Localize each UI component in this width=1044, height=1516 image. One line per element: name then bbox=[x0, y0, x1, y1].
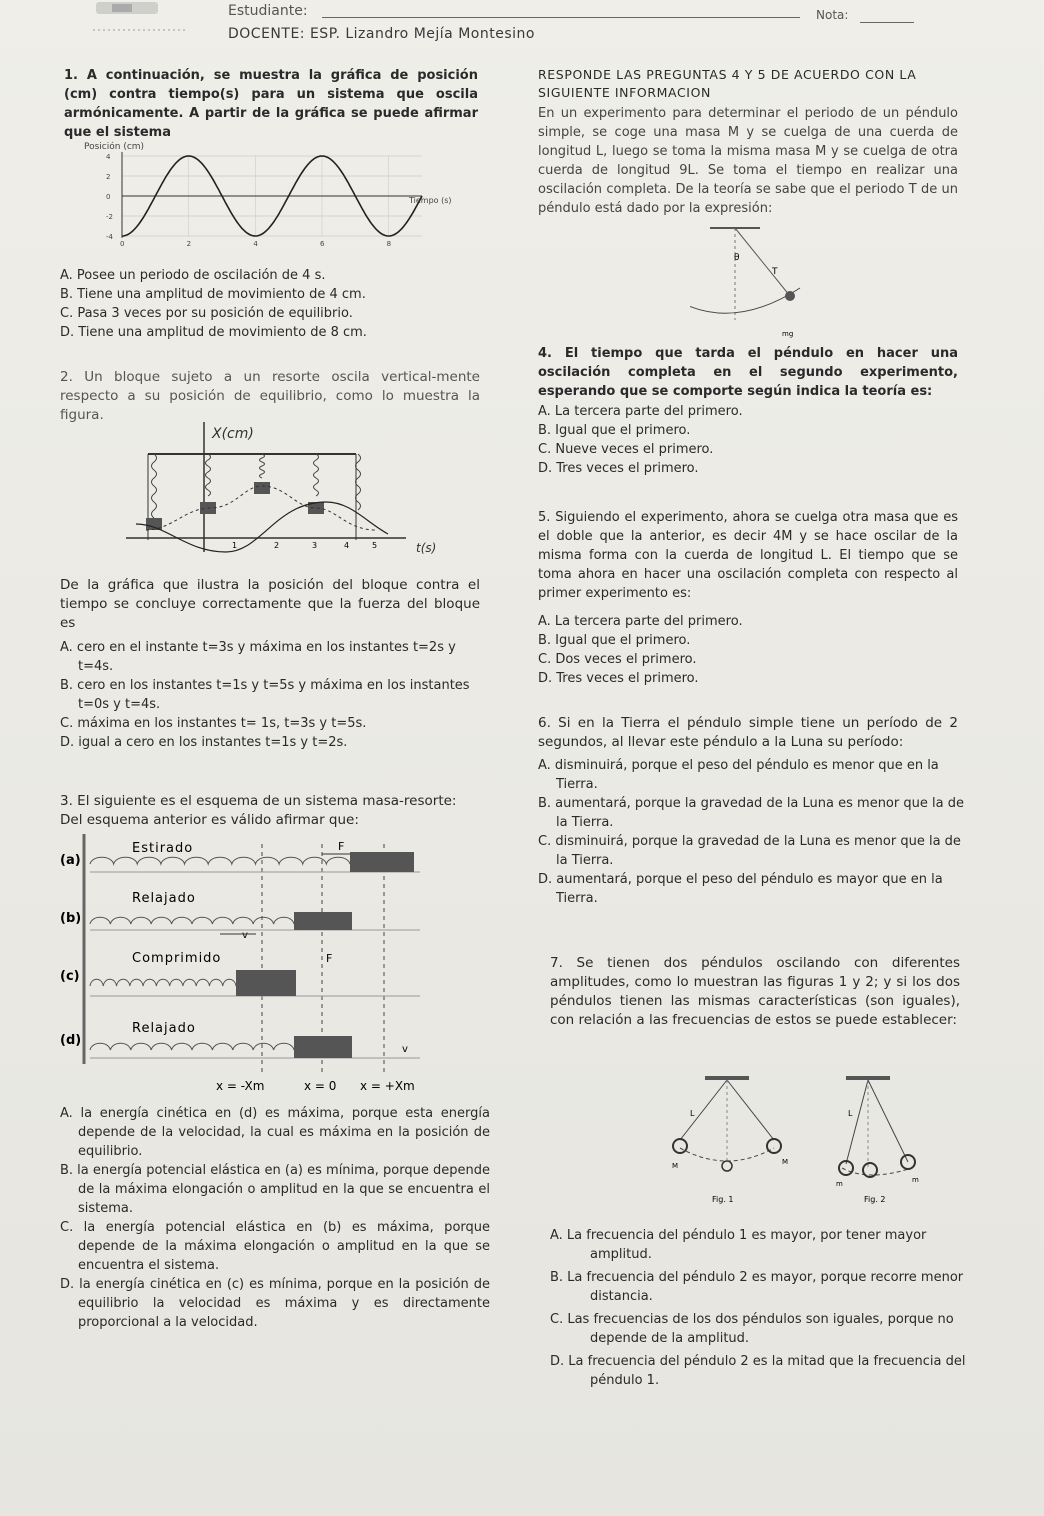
q1-xlabel: Tiempo (s) bbox=[409, 196, 452, 205]
q3-mass bbox=[294, 1036, 352, 1058]
q6-option-a[interactable]: A. disminuirá, porque el peso del péndulo es menor que en la Tierra. bbox=[538, 758, 939, 792]
q2-spring bbox=[152, 454, 157, 518]
q6-option-d[interactable]: D. aumentará, porque el peso del péndulo es mayor que en la Tierra. bbox=[538, 872, 943, 906]
q2-spring bbox=[206, 454, 211, 496]
pendulum-figure bbox=[690, 220, 850, 340]
q4-option-a[interactable]: A. La tercera parte del primero. bbox=[538, 404, 743, 419]
q4-option-b[interactable]: B. Igual que el primero. bbox=[538, 423, 691, 438]
pendulum-string bbox=[735, 228, 790, 296]
q3-figure bbox=[60, 834, 500, 1100]
fig1-bob-center bbox=[722, 1161, 732, 1171]
q1-xtick: 8 bbox=[386, 240, 392, 248]
q3-options bbox=[60, 1104, 490, 1332]
q4-options bbox=[538, 402, 958, 478]
q3-mass bbox=[350, 852, 414, 872]
q2-sine-curve bbox=[136, 502, 388, 552]
q3-spring bbox=[90, 979, 236, 986]
q1-option-b[interactable]: B. Tiene una amplitud de movimiento de 4 cm. bbox=[60, 287, 366, 302]
q2-option-d[interactable]: D. igual a cero en los instantes t=1s y t=2s. bbox=[60, 735, 348, 750]
fig1-mass-left: M bbox=[672, 1162, 679, 1170]
q7-option-a[interactable]: A. La frecuencia del péndulo 1 es mayor, por tener mayor amplitud. bbox=[550, 1228, 927, 1262]
pendulum-weight: mg bbox=[782, 330, 794, 338]
fig2-caption: Fig. 2 bbox=[864, 1195, 886, 1204]
q2-time-label: t(s) bbox=[416, 541, 437, 555]
q1-option-a[interactable]: A. Posee un periodo de oscilación de 4 s. bbox=[60, 268, 326, 283]
q1-xtick: 4 bbox=[253, 240, 258, 248]
context-text: En un experimento para determinar el periodo de un péndulo simple, se coge una masa M y se cuelga de una cuerda de longitud L, luego se toma la misma masa M y se cuelga de otra cuerda de longitud 9L. Se toma el tiempo en realizar una oscilación completa. De la teoría se sabe que el periodo T de un péndulo está dado por la expresión: bbox=[538, 106, 958, 216]
fig1-bob-left bbox=[673, 1139, 687, 1153]
q2-option-b[interactable]: B. cero en los instantes t=1s y t=5s y máxima en los instantes t=0s y t=4s. bbox=[60, 678, 470, 712]
pendulum-arc bbox=[690, 288, 800, 313]
q1-text: 1. A continuación, se muestra la gráfica de posición (cm) contra tiempo(s) para un sistema que oscila armónicamente. A partir de la gráfica se puede afirmar que el sistema bbox=[64, 68, 478, 140]
q1-xtick: 6 bbox=[320, 240, 325, 248]
q2-figure bbox=[126, 422, 456, 572]
q1-xtick: 2 bbox=[186, 240, 192, 248]
q7-text: 7. Se tienen dos péndulos oscilando con diferentes amplitudes, como lo muestran las figuras 1 y 2; y si los dos péndulos tienen las mismas características (son iguales), con relación a las frecuencias de estos se puede establecer: bbox=[550, 955, 960, 1028]
q5-options bbox=[538, 612, 958, 688]
q3-spring bbox=[90, 1043, 294, 1050]
q1-ytick: -2 bbox=[106, 213, 113, 221]
q3-tag: (c) bbox=[60, 969, 80, 984]
q3-force: F bbox=[338, 840, 345, 853]
q2-option-c[interactable]: C. máxima en los instantes t= 1s, t=3s y t=5s. bbox=[60, 716, 367, 731]
grade-label: Nota: bbox=[816, 8, 849, 22]
q7-options bbox=[550, 1226, 980, 1390]
q3-velocity: v bbox=[402, 1044, 408, 1055]
fig2-length: L bbox=[848, 1109, 853, 1118]
fig1-caption: Fig. 1 bbox=[712, 1195, 734, 1204]
q2-tick: 5 bbox=[372, 541, 378, 550]
fig1-support bbox=[705, 1076, 749, 1080]
q1-option-c[interactable]: C. Pasa 3 veces por su posición de equilibrio. bbox=[60, 306, 353, 321]
student-label: Estudiante: bbox=[228, 3, 308, 19]
fig1-mass-right: M bbox=[782, 1158, 789, 1166]
q1-ytick: -4 bbox=[106, 233, 113, 241]
q7-option-c[interactable]: C. Las frecuencias de los dos péndulos son iguales, porque no depende de la amplitud. bbox=[550, 1312, 954, 1346]
q3-option-c[interactable]: C. la energía potencial elástica en (b) es máxima, porque depende de la máxima elongación o amplitud en la que se encuentra el sistema. bbox=[60, 1220, 490, 1273]
fig2-mass-right: m bbox=[912, 1176, 919, 1184]
q2-axis-label: X(cm) bbox=[212, 426, 254, 442]
q1-options bbox=[60, 266, 480, 342]
q3-option-b[interactable]: B. la energía potencial elástica en (a) es mínima, porque depende de la máxima elongación o amplitud en la que se encuentra el sistema. bbox=[60, 1163, 490, 1216]
q1-xtick: 0 bbox=[120, 240, 125, 248]
q5-option-b[interactable]: B. Igual que el primero. bbox=[538, 633, 691, 648]
q4-text: 4. El tiempo que tarda el péndulo en hacer una oscilación completa en el segundo experimento, esperando que se comporte según indica la teoría es: bbox=[538, 346, 958, 399]
q2-spring bbox=[314, 454, 319, 496]
pendulum-angle: θ bbox=[734, 253, 740, 263]
q3-option-a[interactable]: A. la energía cinética en (d) es máxima, porque esta energía depende de la velocidad, la cual es máxima en la posición de equilibrio. bbox=[60, 1106, 490, 1159]
pendulum-bob bbox=[785, 291, 795, 301]
q4-option-c[interactable]: C. Nueve veces el primero. bbox=[538, 442, 714, 457]
q7-option-b[interactable]: B. La frecuencia del péndulo 2 es mayor, porque recorre menor distancia. bbox=[550, 1270, 964, 1304]
q1-ylabel: Posición (cm) bbox=[84, 142, 145, 152]
logo-icon bbox=[88, 0, 188, 34]
fig1-string-left bbox=[680, 1080, 727, 1140]
q6-options bbox=[538, 756, 968, 908]
teacher-name: DOCENTE: ESP. Lizandro Mejía Montesino bbox=[228, 26, 535, 42]
school-logo bbox=[88, 0, 188, 34]
q1-chart bbox=[64, 140, 494, 265]
q6-option-b[interactable]: B. aumentará, porque la gravedad de la Luna es menor que la de la Tierra. bbox=[538, 796, 964, 830]
q3-tag: (a) bbox=[60, 853, 81, 868]
q2-tick: 2 bbox=[274, 541, 280, 550]
q3-text: 3. El siguiente es el esquema de un sistema masa-resorte: Del esquema anterior es válido afirmar que: bbox=[60, 793, 457, 828]
student-name-field[interactable] bbox=[322, 16, 800, 18]
q2-block bbox=[254, 482, 270, 494]
q3-spring bbox=[90, 917, 294, 924]
pendulum-tension: T bbox=[772, 267, 778, 277]
q3-velocity: v bbox=[242, 930, 248, 941]
fig2-string-left bbox=[846, 1080, 868, 1164]
q2-tick: 4 bbox=[344, 541, 350, 550]
q5-option-a[interactable]: A. La tercera parte del primero. bbox=[538, 614, 743, 629]
q5-option-c[interactable]: C. Dos veces el primero. bbox=[538, 652, 697, 667]
q3-tag: (d) bbox=[60, 1033, 82, 1048]
q3-state-label: Relajado bbox=[132, 891, 196, 906]
q3-axis-label: x = +Xm bbox=[360, 1079, 415, 1093]
q3-mass bbox=[236, 970, 296, 996]
q5-text: 5. Siguiendo el experimento, ahora se cuelga otra masa que es el doble que la anterior, es decir 4M y se hace oscilar de la misma forma con la cuerda de longitud L. El tiempo que se toma ahora en hacer una oscilación completa con respecto al primer experimento es: bbox=[538, 510, 958, 601]
q3-state-label: Estirado bbox=[132, 841, 194, 856]
q3-tag: (b) bbox=[60, 911, 82, 926]
q3-state-label: Relajado bbox=[132, 1021, 196, 1036]
q2-option-a[interactable]: A. cero en el instante t=3s y máxima en los instantes t=2s y t=4s. bbox=[60, 640, 456, 674]
q1-ytick: 4 bbox=[106, 153, 111, 161]
q6-option-c[interactable]: C. disminuirá, porque la gravedad de la Luna es menor que la de la Tierra. bbox=[538, 834, 961, 868]
q2-text: 2. Un bloque sujeto a un resorte oscila vertical-mente respecto a su posición de equilibrio, como lo muestra la figura. bbox=[60, 369, 480, 423]
q3-option-d[interactable]: D. la energía cinética en (c) es mínima, porque en la posición de equilibrio la velocidad es máxima y es directamente proporcional a la velocidad. bbox=[60, 1277, 490, 1330]
q6-text: 6. Si en la Tierra el péndulo simple tiene un período de 2 segundos, al llevar este péndulo a la Luna su período: bbox=[538, 715, 958, 750]
q5-option-d[interactable]: D. Tres veces el primero. bbox=[538, 671, 699, 686]
q2-prompt: De la gráfica que ilustra la posición del bloque contra el tiempo se concluye correctamente que la fuerza del bloque es bbox=[60, 577, 480, 631]
fig1-length: L bbox=[690, 1109, 695, 1118]
q2-tick: 3 bbox=[312, 541, 318, 550]
q2-tick: 1 bbox=[232, 541, 238, 550]
q2-spring bbox=[260, 454, 265, 478]
q3-axis-label: x = 0 bbox=[304, 1079, 337, 1093]
q3-force: F bbox=[326, 952, 333, 965]
fig2-support bbox=[846, 1076, 890, 1080]
q4-option-d[interactable]: D. Tres veces el primero. bbox=[538, 461, 699, 476]
q1-ytick: 2 bbox=[106, 173, 111, 181]
q1-option-d[interactable]: D. Tiene una amplitud de movimiento de 8 cm. bbox=[60, 325, 367, 340]
q7-figures bbox=[650, 1076, 950, 1206]
q7-option-d[interactable]: D. La frecuencia del péndulo 2 es la mitad que la frecuencia del péndulo 1. bbox=[550, 1354, 966, 1388]
q3-state-label: Comprimido bbox=[132, 951, 222, 966]
q1-ytick: 0 bbox=[106, 193, 111, 201]
fig1-string-right bbox=[727, 1080, 774, 1140]
q3-mass bbox=[294, 912, 352, 930]
grade-field[interactable] bbox=[860, 21, 914, 23]
q3-axis-label: x = -Xm bbox=[216, 1079, 265, 1093]
fig2-string-right bbox=[868, 1080, 908, 1162]
context-heading: RESPONDE LAS PREGUNTAS 4 Y 5 DE ACUERDO CON LA SIGUIENTE INFORMACION bbox=[538, 67, 917, 100]
q3-spring bbox=[90, 857, 350, 864]
fig2-mass-left: m bbox=[836, 1180, 843, 1188]
fig1-bob-right bbox=[767, 1139, 781, 1153]
q2-options bbox=[60, 638, 490, 752]
